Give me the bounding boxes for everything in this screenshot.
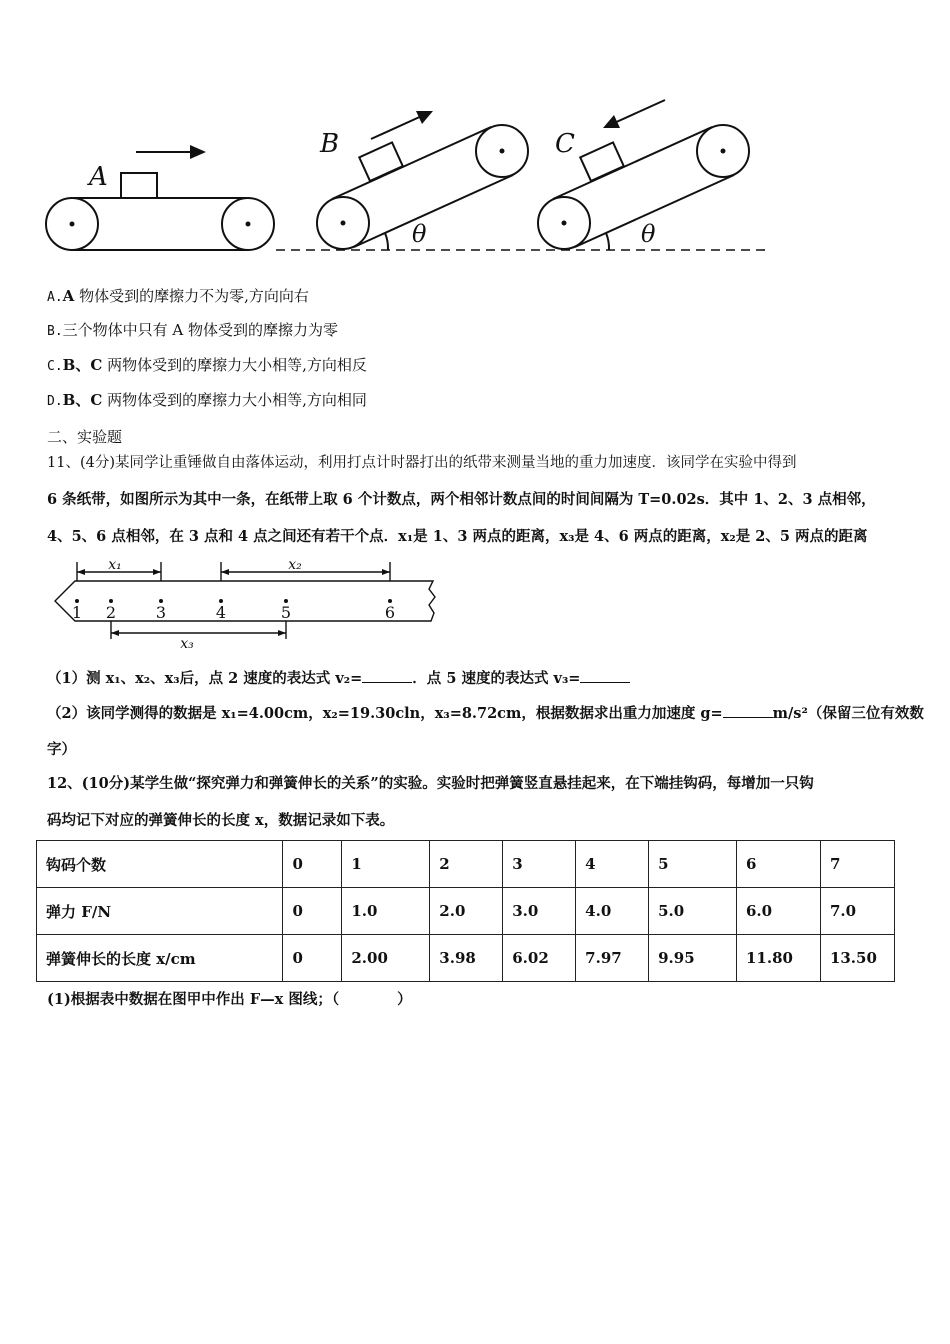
table-row	[37, 841, 895, 888]
table-cell: 7.97	[576, 935, 649, 982]
table-cell: 6	[737, 841, 821, 888]
tape-point-3: 3	[155, 603, 167, 622]
table-cell: 钩码个数	[37, 841, 283, 888]
angle-b: θ	[412, 220, 427, 248]
block-b	[359, 142, 403, 181]
table-cell: 0	[283, 841, 342, 888]
q12-line2: 码均记下对应的弹簧伸长的长度 x，数据记录如下表。	[47, 812, 395, 829]
label-a: A	[89, 162, 108, 192]
table-cell: 0	[283, 888, 342, 935]
table-cell: 3	[503, 841, 576, 888]
spring-data-table	[36, 840, 895, 982]
q11-sub1: （1）测 x₁、x₂、x₃后，点 2 速度的表达式 v₂= ．点 5 速度的表达式 v₃=	[47, 667, 630, 688]
answer-blank-v5[interactable]	[580, 668, 630, 683]
q11-line3: 4、5、6 点相邻，在 3 点和 4 点之间还有若干个点．x₁是 1、3 两点的距离，x₃是 4、6 两点的距离，x₂是 2、5 两点的距离	[47, 528, 868, 545]
section-heading: 二、实验题	[47, 428, 123, 446]
q12-line1: 12、(10分)某学生做“探究弹力和弹簧伸长的关系”的实验。实验时把弹簧竖直悬挂起来，在下端挂钩码，每增加一只钩	[47, 775, 814, 792]
table-row	[37, 888, 895, 935]
tape-point-1: 1	[71, 603, 83, 622]
table-row	[37, 935, 895, 982]
q11-sub2: （2）该同学测得的数据是 x₁=4.00cm，x₂=19.30cln，x₃=8.72cm，根据数据求出重力加速度 g= m/s²（保留三位有效数	[47, 705, 924, 722]
table-cell: 13.50	[820, 935, 894, 982]
label-c: C	[555, 129, 575, 159]
table-cell: 7.0	[820, 888, 894, 935]
tape-point-5: 5	[280, 603, 292, 622]
table-cell: 2	[430, 841, 503, 888]
tape-point-4: 4	[215, 603, 227, 622]
table-cell: 2.00	[342, 935, 430, 982]
block-c	[580, 142, 624, 181]
angle-c: θ	[641, 220, 656, 248]
table-cell: 3.98	[430, 935, 503, 982]
table-cell: 7	[820, 841, 894, 888]
q11-sub2-cont: 字）	[47, 741, 76, 758]
table-cell: 11.80	[737, 935, 821, 982]
q12-sub1: (1)根据表中数据在图甲中作出 F—x 图线；（ ）	[47, 991, 412, 1008]
answer-blank-g[interactable]	[723, 703, 773, 718]
q11-line2: 6 条纸带，如图所示为其中一条，在纸带上取 6 个计数点，两个相邻计数点间的时间间隔为 T=0.02s．其中 1、2、3 点相邻，	[47, 491, 876, 508]
option-c: C.B、C 两物体受到的摩擦力大小相等,方向相反	[47, 356, 367, 374]
tape-point-6: 6	[384, 603, 396, 622]
tape-x3: x₃	[180, 636, 194, 652]
table-cell: 5	[649, 841, 737, 888]
table-cell: 1	[342, 841, 430, 888]
tape-point-2: 2	[105, 603, 117, 622]
table-cell: 弹簧伸长的长度 x/cm	[37, 935, 283, 982]
option-b: B.三个物体中只有 A 物体受到的摩擦力为零	[47, 321, 339, 339]
block-a	[121, 173, 157, 198]
conveyor-figure	[40, 95, 770, 260]
q11-line1: 11、(4分)某同学让重锤做自由落体运动，利用打点计时器打出的纸带来测量当地的重力加速度．该同学在实验中得到	[47, 455, 797, 471]
table-cell: 0	[283, 935, 342, 982]
table-cell: 6.0	[737, 888, 821, 935]
table-cell: 3.0	[503, 888, 576, 935]
option-a: A.A 物体受到的摩擦力不为零,方向向右	[47, 287, 309, 305]
label-b: B	[320, 129, 340, 159]
table-cell: 2.0	[430, 888, 503, 935]
tape-x1: x₁	[108, 557, 122, 573]
table-cell: 1.0	[342, 888, 430, 935]
table-cell: 4.0	[576, 888, 649, 935]
table-cell: 5.0	[649, 888, 737, 935]
answer-blank-v2[interactable]	[362, 668, 412, 683]
tape-x2: x₂	[288, 557, 302, 573]
table-cell: 4	[576, 841, 649, 888]
table-cell: 6.02	[503, 935, 576, 982]
table-cell: 9.95	[649, 935, 737, 982]
table-cell: 弹力 F/N	[37, 888, 283, 935]
ticker-tape-figure	[45, 555, 440, 655]
option-d: D.B、C 两物体受到的摩擦力大小相等,方向相同	[47, 391, 367, 409]
